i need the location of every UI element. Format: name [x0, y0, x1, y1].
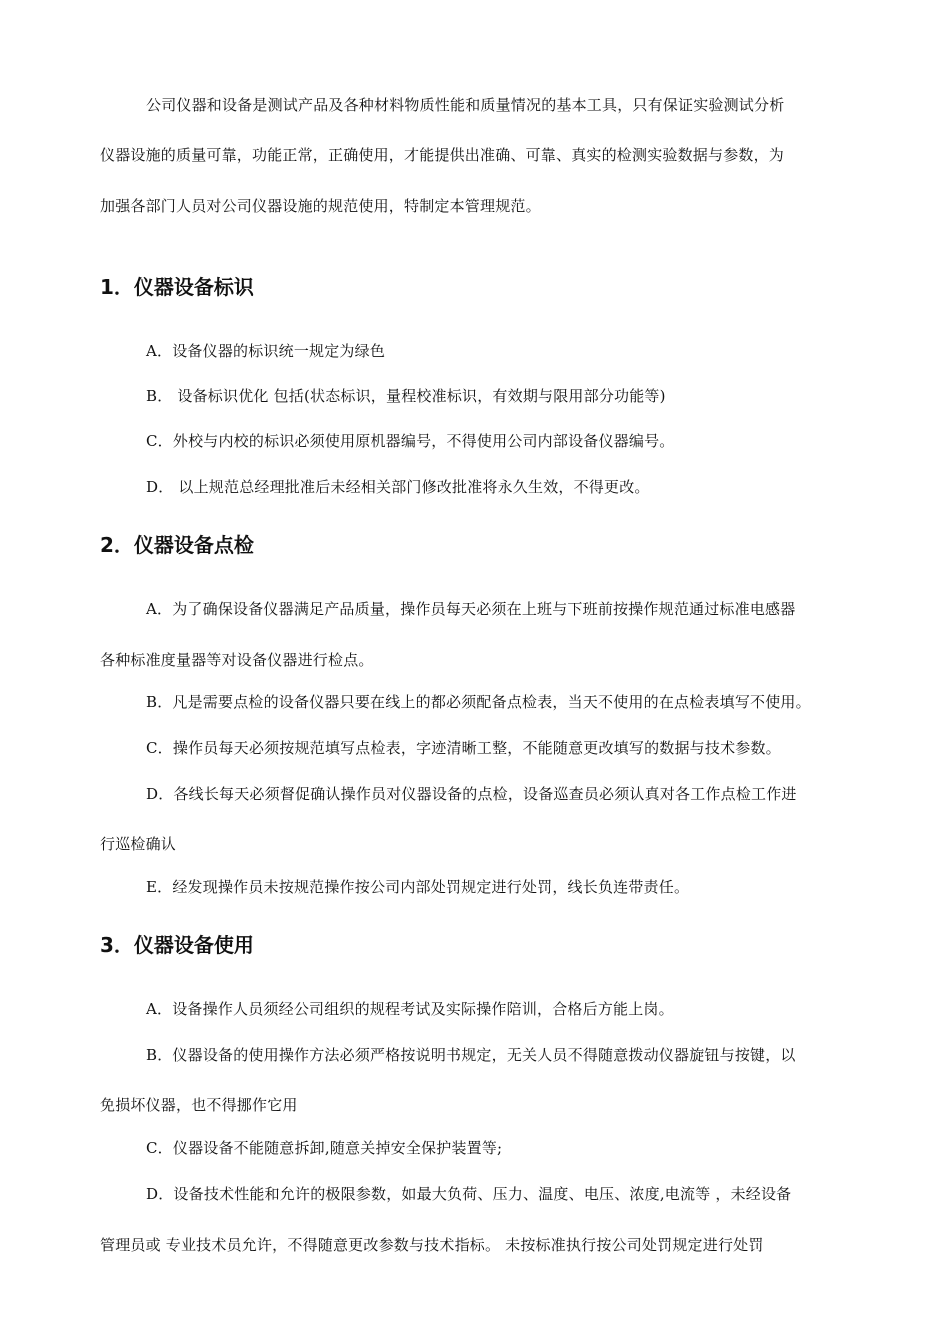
section-2-item-d-line-2: 行巡检确认 — [100, 835, 177, 853]
intro-paragraph-line-3: 加强各部门人员对公司仪器设施的规范使用，特制定本管理规范。 — [100, 197, 541, 215]
section-2-item-d-line-1: D．各线长每天必须督促确认操作员对仪器设备的点检，设备巡查员必须认真对各工作点检工作进 — [146, 785, 797, 803]
section-3-item-b-line-2: 免损坏仪器，也不得挪作它用 — [100, 1096, 298, 1114]
section-2-item-b: B．凡是需要点检的设备仪器只要在线上的都必须配备点检表，当天不使用的在点检表填写不使用。 — [146, 693, 811, 711]
section-1-item-d: D． 以上规范总经理批准后未经相关部门修改批准将永久生效，不得更改。 — [146, 478, 650, 496]
section-3-item-b-line-1: B．仪器设备的使用操作方法必须严格按说明书规定，无关人员不得随意拨动仪器旋钮与按键，以 — [146, 1046, 796, 1064]
section-3-item-c: C．仪器设备不能随意拆卸,随意关掉安全保护装置等; — [146, 1139, 503, 1157]
section-3-item-d-line-2: 管理员或 专业技术员允许，不得随意更改参数与技术指标。 未按标准执行按公司处罚规定进行处罚 — [100, 1236, 764, 1254]
section-2-item-c: C．操作员每天必须按规范填写点检表，字迹清晰工整，不能随意更改填写的数据与技术参数。 — [146, 739, 781, 757]
section-2-item-a-line-2: 各种标准度量器等对设备仪器进行检点。 — [100, 651, 374, 669]
section-1-item-a: A．设备仪器的标识统一规定为绿色 — [146, 342, 386, 360]
section-1-heading: 1．仪器设备标识 — [100, 275, 254, 299]
intro-paragraph-line-2: 仪器设施的质量可靠，功能正常，正确使用，才能提供出准确、可靠、真实的检测实验数据与参数，为 — [100, 146, 785, 164]
section-2-heading: 2．仪器设备点检 — [100, 533, 254, 557]
section-3-item-d-line-1: D．设备技术性能和允许的极限参数，如最大负荷、压力、温度、电压、浓度,电流等 ，未经设备 — [146, 1185, 792, 1203]
section-2-item-a-line-1: A．为了确保设备仪器满足产品质量，操作员每天必须在上班与下班前按操作规范通过标准电感器 — [146, 600, 796, 618]
section-2-item-e: E．经发现操作员未按规范操作按公司内部处罚规定进行处罚，线长负连带责任。 — [146, 878, 690, 896]
section-3-heading: 3．仪器设备使用 — [100, 933, 254, 957]
section-1-item-b: B． 设备标识优化 包括(状态标识，量程校准标识，有效期与限用部分功能等) — [146, 387, 666, 405]
intro-paragraph-line-1: 公司仪器和设备是测试产品及各种材料物质性能和质量情况的基本工具，只有保证实验测试分析 — [146, 96, 785, 114]
section-3-item-a: A．设备操作人员须经公司组织的规程考试及实际操作陪训，合格后方能上岗。 — [146, 1000, 674, 1018]
section-1-item-c: C．外校与内校的标识必须使用原机器编号，不得使用公司内部设备仪器编号。 — [146, 432, 675, 450]
